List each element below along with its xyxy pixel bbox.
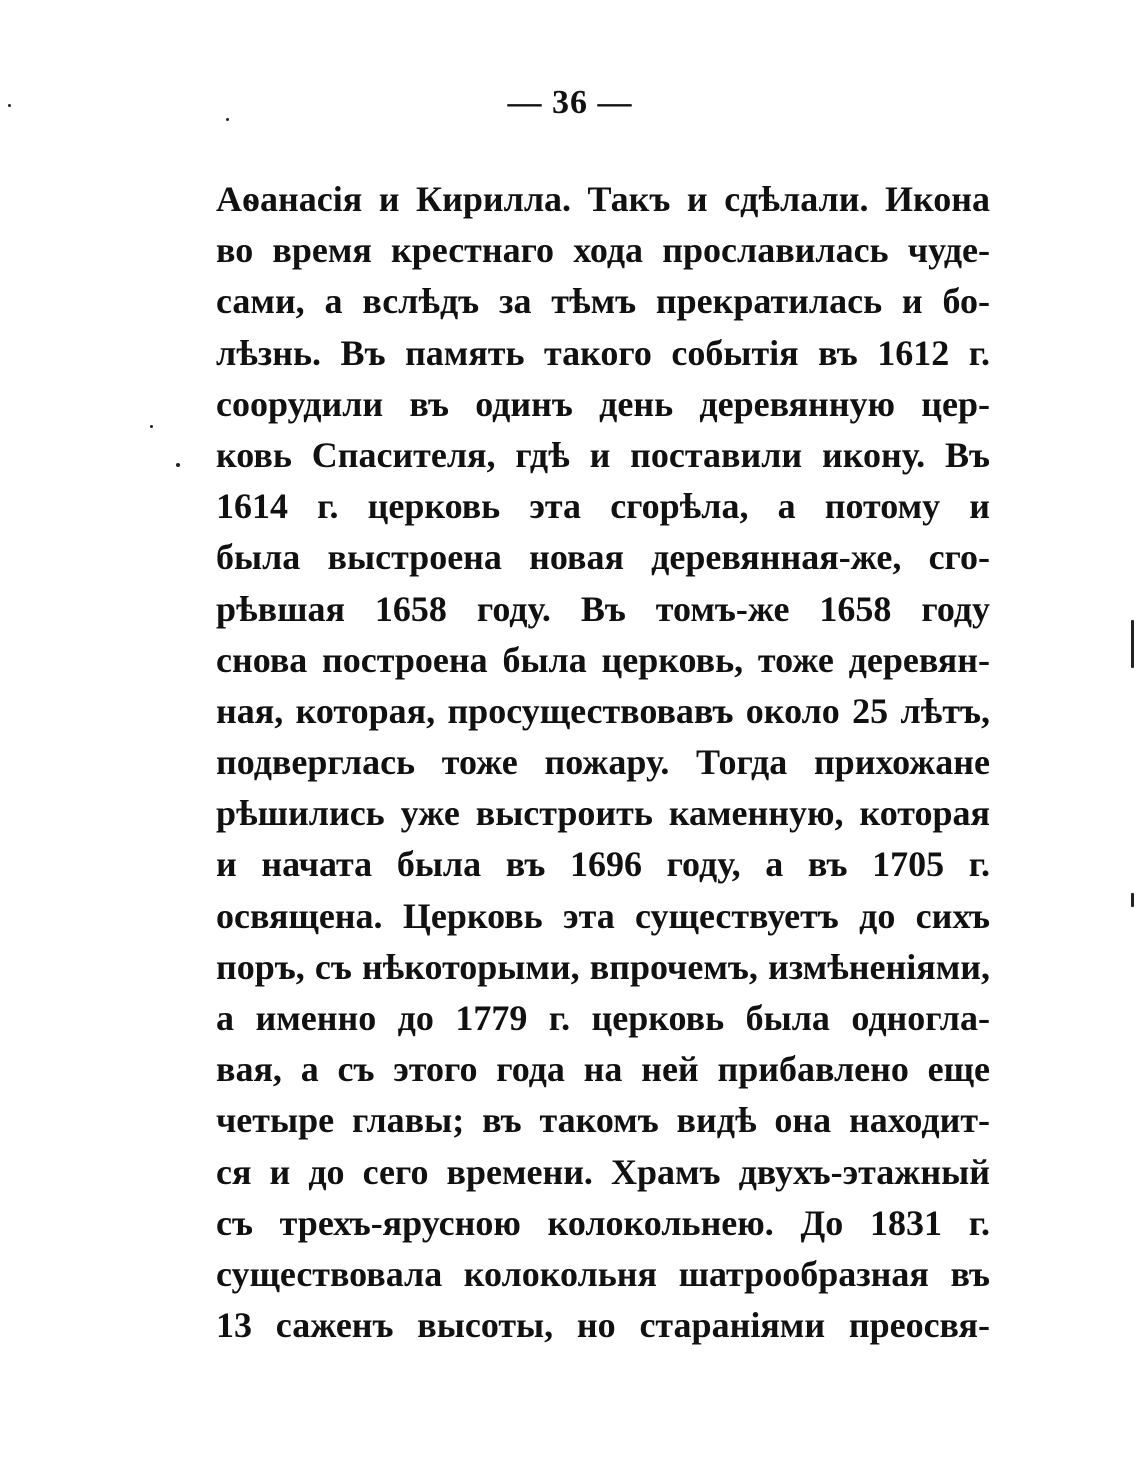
text-line: а именно до 1779 г. церковь была одногла- [216,998,990,1038]
text-line: 13 саженъ высоты, но стараніями преосвя- [216,1305,990,1346]
text-line: Аѳанасія и Кирилла. Такъ и сдѣлали. Икона [216,179,990,219]
page-number: — 36 — [507,84,633,121]
text-line: четыре главы; въ такомъ видѣ она находит- [216,1100,990,1141]
scan-speck [226,118,229,121]
text-line: снова построена была церковь, тоже деревян- [216,639,990,680]
scan-speck [1131,620,1134,668]
text-line: и начата была въ 1696 году, а въ 1705 г. [216,844,990,885]
text-line: ная, которая, просуществовавъ около 25 лѣтъ, [216,690,990,731]
text-line: ковь Спасителя, гдѣ и поставили икону. Въ [216,434,990,475]
text-line: сами, а вслѣдъ за тѣмъ прекратилась и бо- [216,281,990,322]
scan-speck [150,425,153,428]
text-line: во время крестнаго хода прославилась чуде- [216,230,990,271]
text-line: лѣзнь. Въ память такого событія въ 1612 г. [216,332,990,373]
scan-speck [1131,893,1134,907]
text-line: ся и до сего времени. Храмъ двухъ-этажный [216,1151,990,1192]
text-line: съ трехъ-ярусною колокольнею. До 1831 г. [216,1202,990,1243]
scan-speck [176,463,180,467]
text-line: рѣшились уже выстроить каменную, которая [216,793,990,834]
text-line: освящена. Церковь эта существуетъ до сихъ [216,895,990,936]
text-line: соорудили въ одинъ день деревянную цер- [216,383,990,424]
text-line: поръ, съ нѣкоторыми, впрочемъ, измѣненіями, [216,946,990,987]
text-line: существовала колокольня шатрообразная въ [216,1253,990,1294]
text-line: рѣвшая 1658 году. Въ томъ-же 1658 году [216,588,990,629]
text-line: была выстроена новая деревянная-же, сго- [216,537,990,578]
scan-speck [8,104,11,107]
text-line: подверглась тоже пожару. Тогда прихожане [216,742,990,783]
text-line: 1614 г. церковь эта сгорѣла, а потому и [216,486,990,527]
text-line: вая, а съ этого года на ней прибавлено еще [216,1049,990,1090]
body-text [216,174,990,1351]
